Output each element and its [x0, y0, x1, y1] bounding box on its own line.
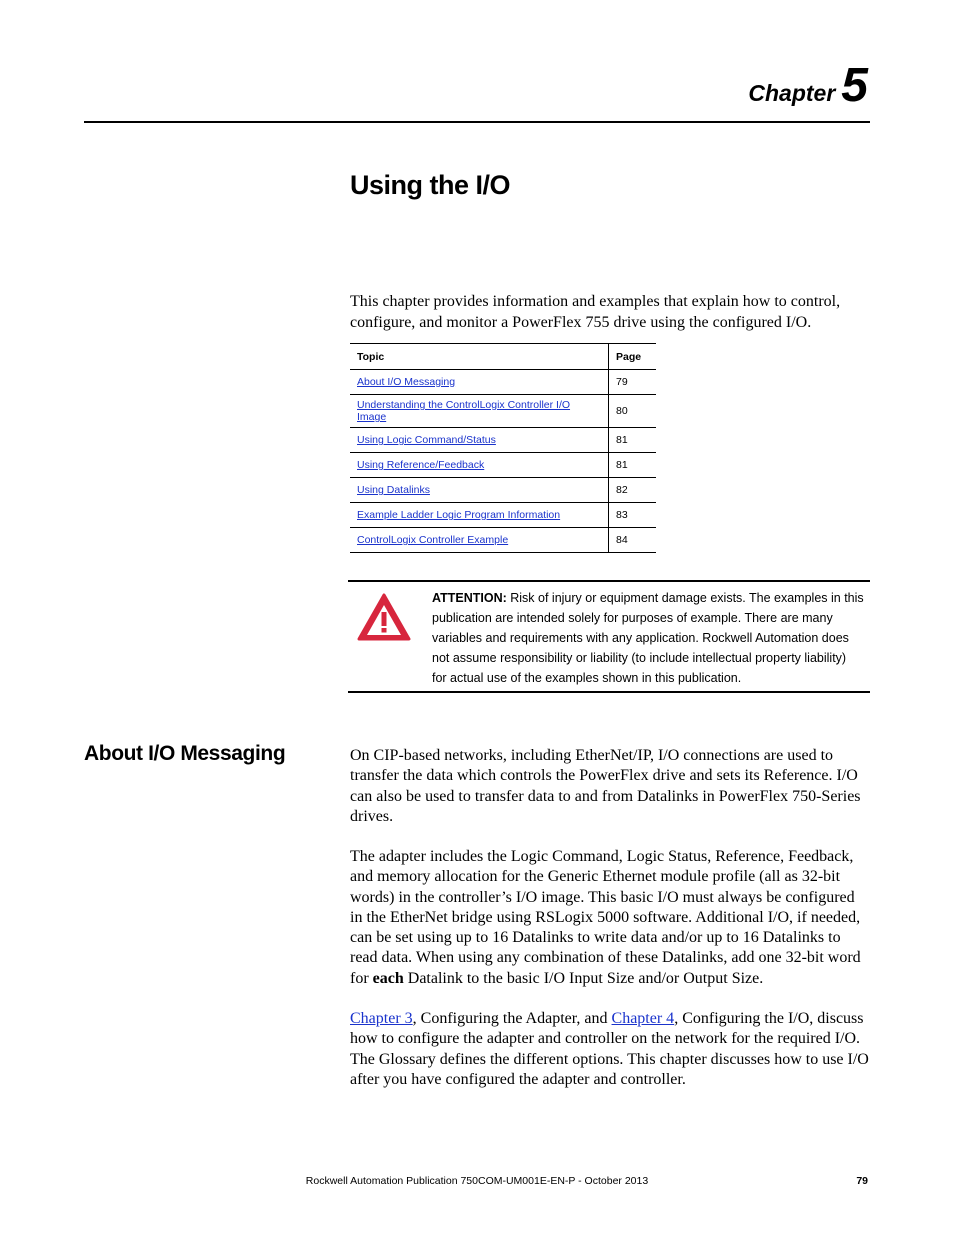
chapter-4-link[interactable]: Chapter 4 [611, 1010, 675, 1027]
page-number: 79 [856, 1175, 868, 1187]
chapter-word: Chapter [748, 80, 836, 106]
topic-link-ladder-logic[interactable]: Example Ladder Logic Program Information [357, 509, 561, 521]
body-paragraph-3 [350, 1009, 870, 1090]
chapter-number: 5 [841, 59, 868, 112]
paragraph-text: The adapter includes the Logic Command, Logic Status, Reference, Feedback, and memory allocation for the Generic Ethernet module profile (all as 32-bit words) in the controller’s I/O image. This basic I/O must always be configured in the EtherNet bridge using RSLogix 5000 software. Additional I/O, if needed, can be set using up to 16 Datalinks to write data and/or up to 16 Datalinks to read data. When using any combination of these Datalinks, add one 32-bit word for [350, 848, 861, 987]
table-row [350, 478, 656, 503]
attention-label: ATTENTION: [432, 591, 507, 605]
chapter-3-link[interactable]: Chapter 3 [350, 1010, 413, 1027]
topic-page-number: 81 [609, 453, 657, 478]
topic-link-about-io-messaging[interactable]: About I/O Messaging [357, 376, 456, 388]
paragraph-text: , Configuring the Adapter, and [412, 1010, 612, 1027]
publication-info: Rockwell Automation Publication 750COM-UM001E-EN-P - October 2013 [305, 1175, 649, 1187]
attention-body: Risk of injury or equipment damage exists. The examples in this publication are intended solely for purposes of example. There are many variables and requirements with any application. Rockwell Automation does not assume responsibility or liability (to include intellectual property liability) for actual use of the examples shown in this publication. [432, 591, 864, 685]
topic-page-number: 82 [609, 478, 657, 503]
section-heading: About I/O Messaging [84, 742, 286, 765]
topic-table-header [350, 344, 656, 370]
chapter-label [748, 59, 868, 112]
topic-page-number: 80 [609, 395, 657, 428]
paragraph-text: , Configuring the I/O, discuss how to configure the adapter and controller on the network for the required I/O. The Glossary defines the different options. This chapter discusses how to use I/O after you have configured the adapter and controller. [350, 1010, 869, 1088]
topic-page-number: 81 [609, 428, 657, 453]
body-paragraph-1: On CIP-based networks, including EtherNet/IP, I/O connections are used to transfer the data which controls the PowerFlex drive and sets its Reference. I/O can also be used to transfer data to and from Datalinks in PowerFlex 750-Series drives. [350, 747, 861, 825]
topic-link-controllogix-example[interactable]: ControlLogix Controller Example [357, 534, 509, 546]
intro-paragraph: This chapter provides information and examples that explain how to control, configure, and monitor a PowerFlex 755 drive using the configured I/O. [350, 293, 841, 331]
table-row [350, 503, 656, 528]
page-title: Using the I/O [350, 170, 511, 200]
body-paragraph-2 [350, 847, 870, 989]
topic-link-logic-command[interactable]: Using Logic Command/Status [357, 434, 496, 446]
topic-column-header: Topic [350, 344, 609, 370]
chapter-divider [84, 121, 870, 123]
topic-link-datalinks[interactable]: Using Datalinks [357, 484, 430, 496]
topic-page-number: 79 [609, 370, 657, 395]
emphasis-each: each [372, 969, 404, 987]
paragraph-text: Datalink to the basic I/O Input Size and/or Output Size. [403, 969, 764, 987]
topic-link-io-image[interactable]: Understanding the ControlLogix Controller I/O Image [357, 399, 571, 423]
table-row [350, 453, 656, 478]
page-column-header: Page [609, 344, 657, 370]
topic-page-number: 83 [609, 503, 657, 528]
topic-table [350, 343, 656, 553]
table-row [350, 428, 656, 453]
table-row [350, 370, 656, 395]
topic-link-reference-feedback[interactable]: Using Reference/Feedback [357, 459, 485, 471]
topic-page-number: 84 [609, 528, 657, 553]
table-row [350, 395, 656, 428]
attention-text [432, 588, 864, 688]
table-row [350, 528, 656, 553]
attention-notice [348, 580, 870, 693]
warning-triangle-icon [356, 592, 412, 647]
